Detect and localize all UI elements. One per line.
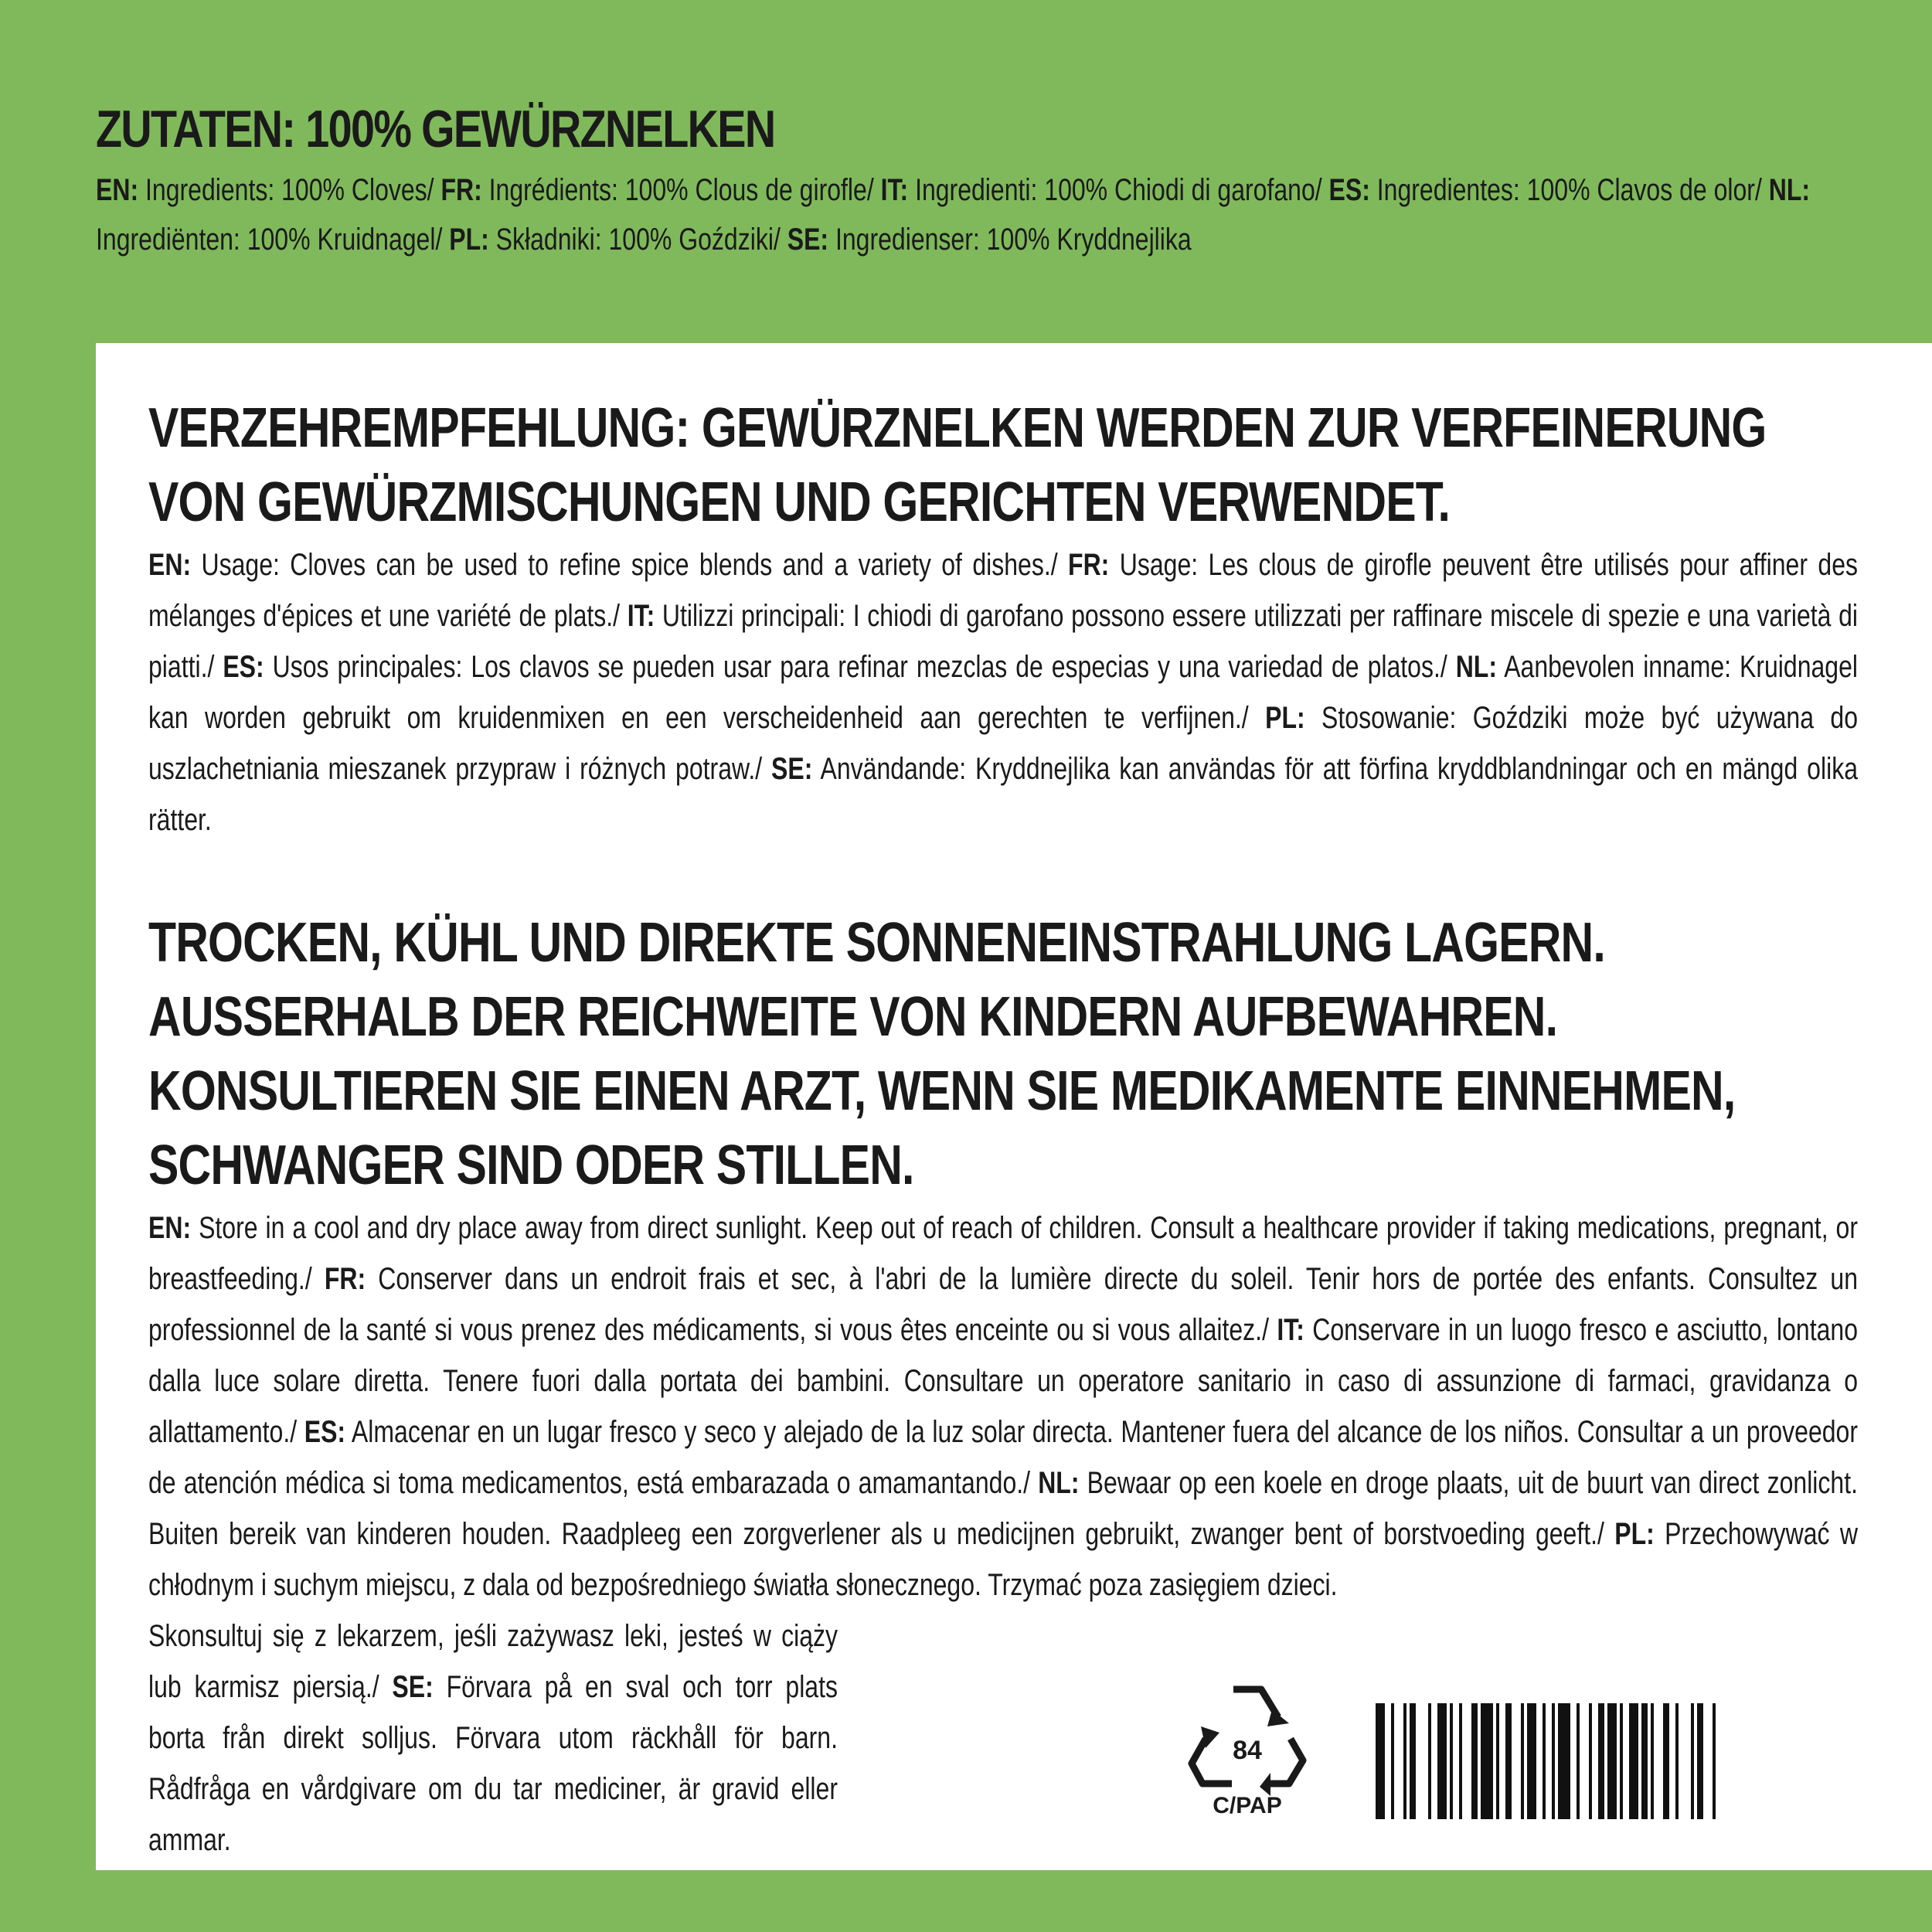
lang-text: Składniki: 100% Goździki/ <box>488 223 787 257</box>
barcode-bar <box>1410 1703 1416 1819</box>
barcode-bar <box>1459 1703 1462 1819</box>
lang-code: PL: <box>1265 701 1305 735</box>
barcode-bar <box>1471 1703 1478 1819</box>
lang-code: NL: <box>1038 1466 1080 1500</box>
lang-text: Almacenar en un lugar fresco y seco y alejado de la luz solar directa. Mantener fuera del alcance de los niños. Consultar a un proveedor de atención médica si toma medicamentos, está embarazada o amamantando./ <box>148 1415 1859 1500</box>
storage-translations <box>148 1202 1858 1611</box>
lang-text: Bewaar op een koele en droge plaats, uit de buurt van direct zonlicht. Buiten bereik van kinderen houden. Raadpleeg een zorgverlener als u medicijnen gebruikt, zwanger bent of borstvoeding geeft./ <box>148 1466 1858 1551</box>
lang-code: NL: <box>1768 173 1811 207</box>
lang-text: Förvara på en sval och torr plats borta från direkt solljus. Förvara utom räckhåll för barn. Rådfråga en vårdgivare om du tar mediciner, är gravid eller ammar. <box>148 1670 838 1857</box>
barcode-bar <box>1521 1703 1524 1819</box>
lang-code: FR: <box>1068 548 1110 582</box>
lang-code: IT: <box>627 599 655 633</box>
barcode-bar <box>1481 1703 1493 1819</box>
lang-text: Aanbevolen inname: Kruidnagel kan worden gebruikt om kruidenmixen en een verscheidenheid aan gerechten te verfijnen./ <box>148 650 1858 735</box>
barcode-bar <box>1691 1703 1694 1819</box>
lang-code: PL: <box>449 223 489 257</box>
barcode-bar <box>1577 1703 1580 1819</box>
lang-text: Conserver dans un endroit frais et sec, à l'abri de la lumière directe du soleil. Tenir hors de portée des enfants. Consultez un professionnel de la santé si vous prenez des médicaments, si vous êtes enceinte ou si vous allaitez./ <box>148 1262 1859 1347</box>
lang-code: ES: <box>1328 173 1370 207</box>
lang-text: Usage: Cloves can be used to refine spice blends and a variety of dishes./ <box>191 548 1069 582</box>
barcode-bar <box>1558 1703 1570 1819</box>
recycling-code: C/PAP <box>1213 1793 1282 1818</box>
lang-code: FR: <box>324 1262 366 1296</box>
lang-code: PL: <box>1614 1517 1655 1551</box>
lang-text: Skonsultuj się z lekarzem, jeśli zażywasz leki, jesteś w ciąży lub karmisz piersią./ <box>148 1619 838 1704</box>
lang-text: Ingredients: 100% Cloves/ <box>138 173 441 207</box>
barcode-bar <box>1552 1703 1555 1819</box>
lang-text: Przechowywać w chłodnym i suchym miejscu, z dala od bezpośredniego światła słonecznego. Trzymać poza zasięgiem dzieci. <box>148 1517 1858 1602</box>
lang-text: Stosowanie: Goździki może być używana do uszlachetniania mieszanek przypraw i różnych potraw./ <box>148 701 1858 786</box>
lang-code: EN: <box>148 548 192 582</box>
barcode-bar <box>1713 1703 1716 1819</box>
barcode-bar <box>1403 1703 1406 1819</box>
lang-text: Ingredientes: 100% Clavos de olor/ <box>1369 173 1769 207</box>
usage-title: VERZEHREMPFEHLUNG: GEWÜRZNELKEN WERDEN ZUR VERFEINERUNG VON GEWÜRZMISCHUNGEN UND GERICHTEN VERWENDET. <box>148 397 1767 533</box>
barcode-bar <box>1527 1703 1536 1819</box>
usage-translations <box>148 539 1858 845</box>
lang-text: Store in a cool and dry place away from direct sunlight. Keep out of reach of children. Consult a healthcare provider if taking medications, pregnant, or breastfeeding./ <box>148 1211 1858 1296</box>
lang-text: Ingredienti: 100% Chiodi di garofano/ <box>908 173 1329 207</box>
lang-text: Conservare in un luogo fresco e asciutto, lontano dalla luce solare diretta. Tenere fuori dalla portata dei bambini. Consultare un operatore sanitario in caso di assunzione di farmaci, gravidanza o allattamento./ <box>148 1313 1858 1449</box>
barcode-bar <box>1589 1703 1592 1819</box>
lang-code: SE: <box>392 1670 434 1704</box>
lang-text: Ingrediënten: 100% Kruidnagel/ <box>96 223 450 257</box>
storage-translations-tail <box>148 1611 838 1866</box>
barcode-bar <box>1641 1703 1648 1819</box>
barcode-bar <box>1376 1703 1385 1819</box>
barcode-bar <box>1496 1703 1499 1819</box>
lang-code: ES: <box>223 650 264 684</box>
barcode-bar <box>1620 1703 1623 1819</box>
barcode-bar <box>1391 1703 1394 1819</box>
lang-text: Ingrédients: 100% Clous de girofle/ <box>481 173 881 207</box>
barcode-bar <box>1607 1703 1617 1819</box>
barcode-bar <box>1543 1703 1546 1819</box>
barcode-bar <box>1629 1703 1638 1819</box>
barcode-bar <box>1450 1703 1453 1819</box>
barcode-bar <box>1663 1703 1669 1819</box>
lang-code: FR: <box>440 173 482 207</box>
barcode-bar <box>1598 1703 1604 1819</box>
barcode-bar <box>1651 1703 1654 1819</box>
ingredients-title: ZUTATEN: 100% GEWÜRZNELKEN <box>96 100 775 158</box>
lang-text: Usage: Les clous de girofle peuvent être utilisés pour affiner des mélanges d'épices et une variété de plats./ <box>148 548 1858 633</box>
lang-code: IT: <box>880 173 909 207</box>
ingredients-translations <box>96 165 1926 264</box>
lang-code: SE: <box>787 223 829 257</box>
info-panel <box>96 343 1932 1870</box>
lang-code: NL: <box>1455 650 1498 684</box>
barcode-icon <box>1376 1703 1855 1819</box>
lang-code: ES: <box>304 1415 346 1449</box>
lang-text: Utilizzi principali: I chiodi di garofano possono essere utilizzati per raffinare miscele di spezie e una varietà di piatti./ <box>148 599 1859 684</box>
lang-text: Ingredienser: 100% Kryddnejlika <box>828 223 1192 257</box>
storage-title: TROCKEN, KÜHL UND DIREKTE SONNENEINSTRAHLUNG LAGERN. AUSSERHALB DER REICHWEITE VON KINDERN AUFBEWAHREN. KONSULTIEREN SIE EINEN ARZT, WENN SIE MEDIKAMENTE EINNEHMEN, SCHWANGER SIND ODER STILLEN. <box>148 912 1736 1196</box>
barcode-bar <box>1505 1703 1512 1819</box>
barcode-bar <box>1428 1703 1431 1819</box>
lang-code: SE: <box>771 752 813 786</box>
recycling-triangle-icon <box>1185 1672 1309 1819</box>
ingredients-block <box>96 99 1873 264</box>
lang-text: Användande: Kryddnejlika kan användas för att förfina kryddblandningar och en mängd olika rätter. <box>148 752 1858 837</box>
lang-code: EN: <box>96 173 139 207</box>
barcode-bar <box>1697 1703 1703 1819</box>
recycling-number: 84 <box>1233 1736 1262 1765</box>
usage-section <box>148 391 1859 845</box>
barcode-bar <box>1437 1703 1447 1819</box>
lang-text: Usos principales: Los clavos se pueden usar para refinar mezclas de especias y una variedad de platos./ <box>264 650 1456 684</box>
barcode-bar <box>1675 1703 1679 1819</box>
lang-code: EN: <box>148 1211 192 1245</box>
lang-code: IT: <box>1277 1313 1304 1347</box>
